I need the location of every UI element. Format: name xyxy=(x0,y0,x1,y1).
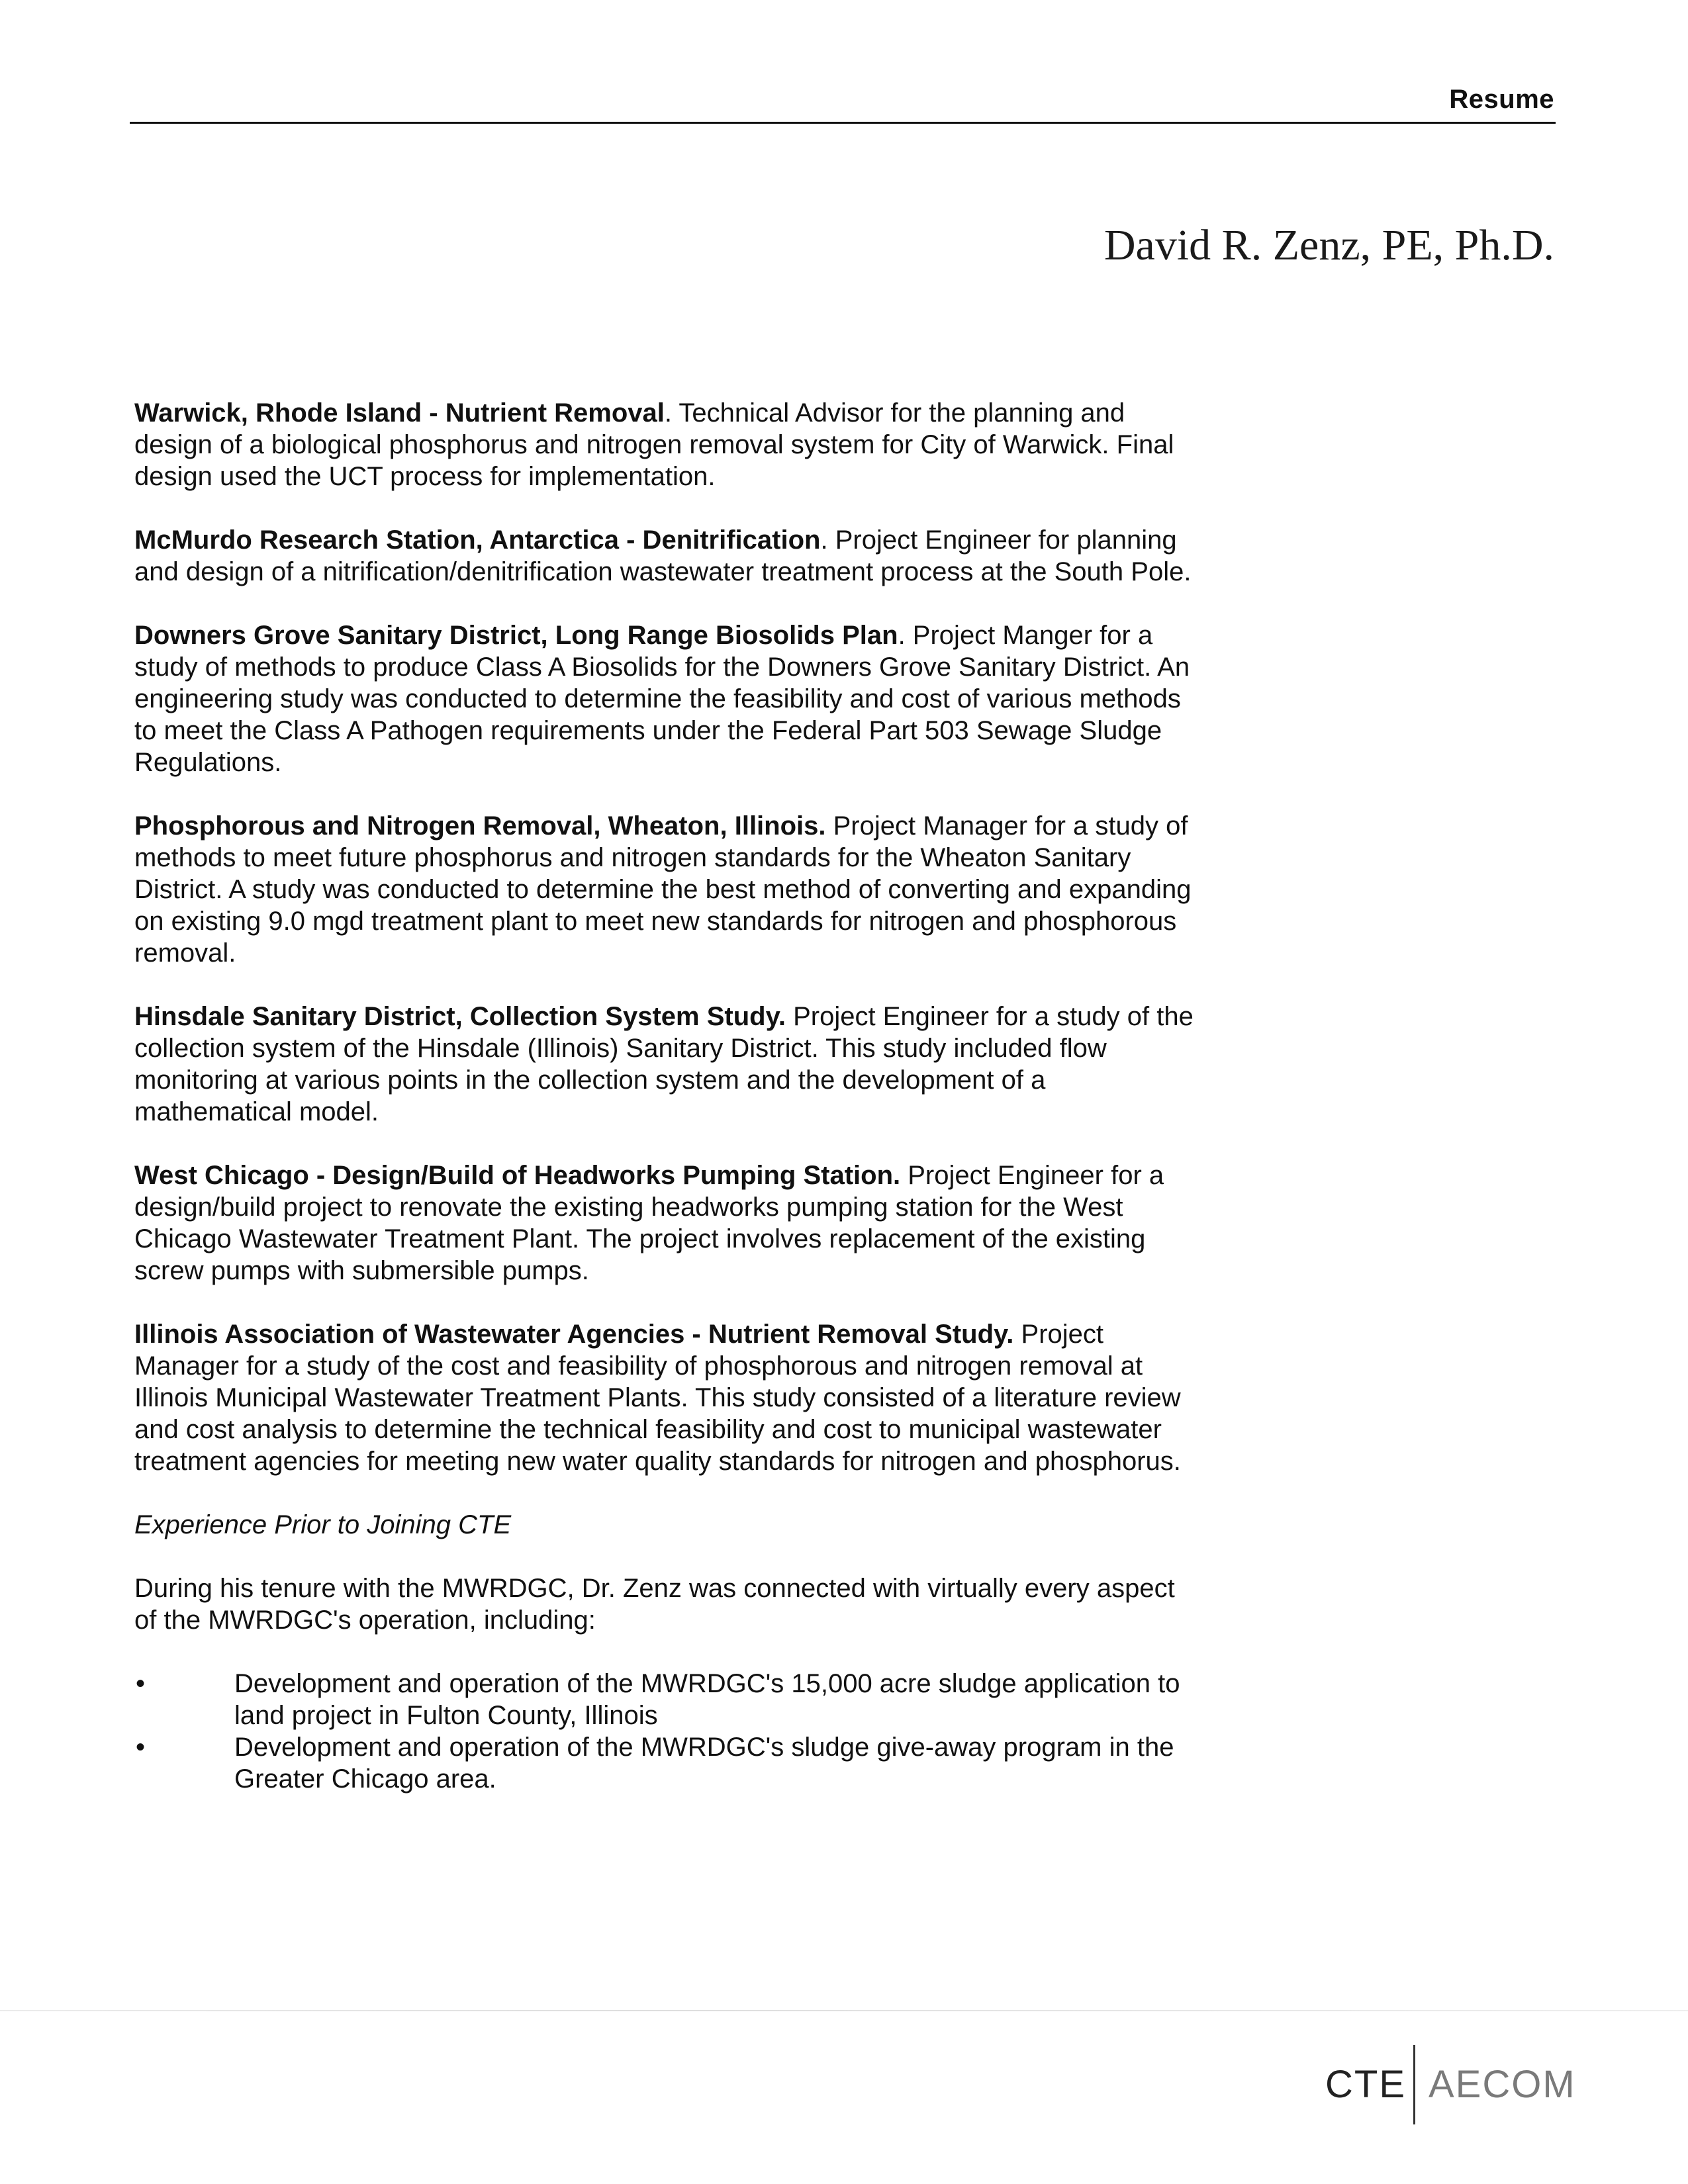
project-title: Downers Grove Sanitary District, Long Range Biosolids Plan xyxy=(134,621,898,650)
list-item-text: Development and operation of the MWRDGC's sludge give-away program in the Greater Chicago area. xyxy=(234,1733,1174,1794)
project-description: . Project Manger for a study of methods to produce Class A Biosolids for the Downers Grove Sanitary District. An engineering study was conducted to determine the feasibility and cost of various methods to meet the Class A Pathogen requirements under the Federal Part 503 Sewage Sludge Regulations. xyxy=(134,621,1190,777)
person-name: David R. Zenz, PE, Ph.D. xyxy=(1103,221,1554,269)
list-item-text: Development and operation of the MWRDGC's 15,000 acre sludge application to land project in Fulton County, Illinois xyxy=(234,1669,1180,1730)
list-item xyxy=(134,1668,1194,1731)
section-heading-prior-experience: Experience Prior to Joining CTE xyxy=(134,1510,512,1539)
project-title: West Chicago - Design/Build of Headworks Pumping Station. xyxy=(134,1161,901,1190)
logo-aecom-text: AECOM xyxy=(1429,2063,1576,2106)
project-title: Hinsdale Sanitary District, Collection System Study. xyxy=(134,1002,786,1031)
project-title: Illinois Association of Wastewater Agencies - Nutrient Removal Study. xyxy=(134,1320,1014,1349)
bullet-icon: • xyxy=(136,1733,146,1762)
header-divider xyxy=(130,122,1556,124)
bullet-icon: • xyxy=(136,1669,146,1698)
project-wheaton xyxy=(134,810,1194,969)
project-description: Project Engineer for a study of the collection system of the Hinsdale (Illinois) Sanitary District. This study included flow monitoring at various points in the collection system and the development of a mathematical model. xyxy=(134,1002,1194,1126)
project-title: Phosphorous and Nitrogen Removal, Wheaton, Illinois. xyxy=(134,811,826,841)
company-logo xyxy=(1324,2045,1589,2124)
prior-experience-list xyxy=(134,1668,1194,1795)
project-iawa xyxy=(134,1318,1194,1477)
project-description: . Project Engineer for planning and design of a nitrification/denitrification wastewater treatment process at the South Pole. xyxy=(134,525,1192,586)
logo-divider xyxy=(1413,2045,1415,2124)
logo-cte-text: CTE xyxy=(1325,2063,1406,2106)
project-description: Project Manager for a study of methods to meet future phosphorus and nitrogen standards for the Wheaton Sanitary District. A study was conducted to determine the best method of converting and expanding on existing 9.0 mgd treatment plant to meet new standards for nitrogen and phosphorous removal. xyxy=(134,811,1192,968)
project-west-chicago xyxy=(134,1160,1194,1287)
resume-body xyxy=(134,397,1194,1795)
project-description: Project Engineer for a design/build project to renovate the existing headworks pumping station for the West Chicago Wastewater Treatment Plant. The project involves replacement of the existing screw pumps with submersible pumps. xyxy=(134,1161,1164,1285)
project-warwick xyxy=(134,397,1194,492)
project-title: McMurdo Research Station, Antarctica - Denitrification xyxy=(134,525,821,555)
project-title: Warwick, Rhode Island - Nutrient Removal xyxy=(134,398,665,428)
project-downers-grove xyxy=(134,619,1194,778)
project-hinsdale xyxy=(134,1001,1194,1128)
prior-experience-intro: During his tenure with the MWRDGC, Dr. Zenz was connected with virtually every aspect of the MWRDGC's operation, including: xyxy=(134,1574,1175,1635)
project-description: Project Manager for a study of the cost and feasibility of phosphorous and nitrogen removal at Illinois Municipal Wastewater Treatment Plants. This study consisted of a literature review and cost analysis to determine the technical feasibility and cost to municipal wastewater treatment agencies for meeting new water quality standards for nitrogen and phosphorus. xyxy=(134,1320,1181,1476)
scan-artifact-line xyxy=(0,2010,1688,2011)
header-label: Resume xyxy=(1449,85,1554,114)
project-description: . Technical Advisor for the planning and design of a biological phosphorus and nitrogen removal system for City of Warwick. Final design used the UCT process for implementation. xyxy=(134,398,1174,491)
project-mcmurdo xyxy=(134,524,1194,588)
list-item xyxy=(134,1731,1194,1795)
